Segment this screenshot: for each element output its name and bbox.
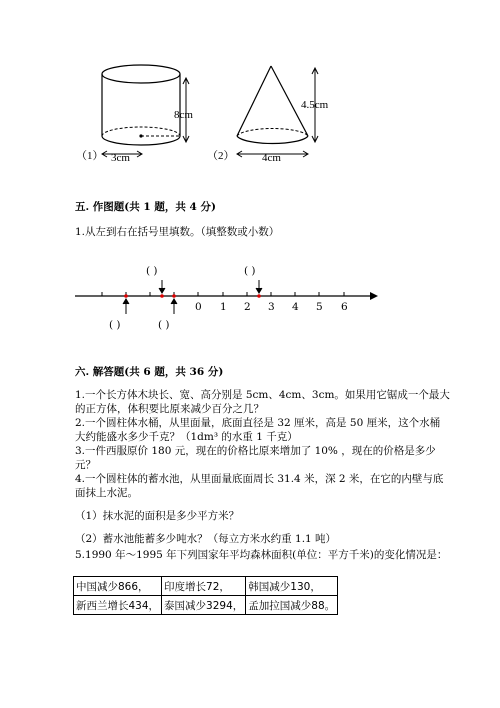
question-line: 大约能盛水多少千克？（1dm³ 的水重 1 千克） [75,431,298,443]
tick-label: 3 [268,301,275,313]
table-row [74,577,338,596]
section5-q1: 1.从左到右在括号里填数。（填整数或小数） [75,226,280,238]
cylinder-radius-label: 3cm [111,152,130,164]
table-cell: 新西兰增长434， [74,596,162,615]
table-cell: 印度增长72， [162,577,246,596]
tick-label: 1 [220,301,227,313]
question-line: 1.一个长方体木块长、宽、高分别是 5cm、4cm、3cm。如果用它锯成一个最大 [75,389,450,401]
table-cell: 中国减少866， [74,577,162,596]
forest-table [73,576,338,615]
tick-label: 6 [341,301,348,313]
sub-question-2: （2）蓄水池能蓄多少吨水？（每立方米水约重 1.1 吨） [75,533,337,545]
tick-label: 2 [244,301,251,313]
answer-paren[interactable]: ( ) [158,319,170,331]
section5-title: 五. 作图题(共 1 题，共 4 分) [75,201,216,213]
question-line: 2.一个圆柱体水桶，从里面量，底面直径是 32 厘米，高是 50 厘米，这个水桶 [75,417,441,429]
tick-label: 0 [195,301,202,313]
answer-paren[interactable]: ( ) [146,265,158,277]
question-line: 4.一个圆柱体的蓄水池，从里面量底面周长 31.4 米，深 2 米，在它的内壁与底 [75,473,444,485]
table-cell: 韩国减少130， [246,577,338,596]
question-5: 5.1990 年～1995 年下列国家年平均森林面积(单位：平方千米)的变化情况是： [75,549,448,561]
question-line: 面抹上水泥。 [75,487,138,499]
cone-figure [225,60,345,168]
question-line: 的正方体，体积要比原来减少百分之几？ [75,403,264,415]
tick-label: 4 [292,301,299,313]
answer-paren[interactable]: ( ) [109,319,121,331]
table-cell: 孟加拉国减少88。 [246,596,338,615]
figure-2-label: （2） [207,150,235,162]
answer-paren[interactable]: ( ) [244,265,256,277]
table-row [74,596,338,615]
question-line: 3.一件西服原价 180 元，现在的价格比原来增加了 10% ，现在的价格是多少 [75,445,436,457]
sub-question-1: （1）抹水泥的面积是多少平方米？ [75,510,240,522]
cylinder-height-label: 8cm [174,109,193,121]
tick-label: 5 [316,301,323,313]
question-line: 元？ [75,459,96,471]
cone-height-label: 4.5cm [301,99,329,111]
section6-title: 六. 解答题(共 6 题，共 36 分) [75,366,224,378]
cone-diameter-label: 4cm [262,152,281,164]
figure-1-label: （1） [76,150,104,162]
table-cell: 泰国减少3294， [162,596,246,615]
